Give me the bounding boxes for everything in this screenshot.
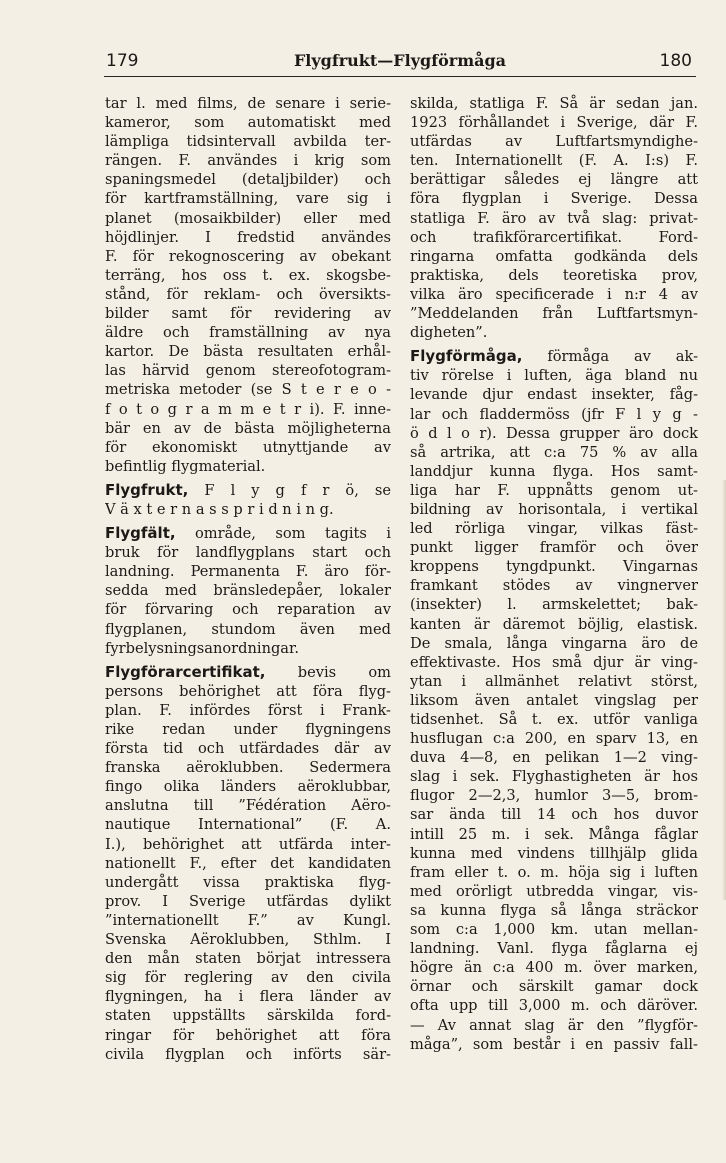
line-text: område, som tagits i: [175, 525, 391, 543]
text-line: [410, 825, 698, 844]
text-line: [105, 911, 391, 930]
line-text: ofta upp till 3,000 m. och däröver.: [410, 997, 698, 1015]
line-text: högre än c:a 400 m. över marken,: [410, 959, 698, 977]
line-text: levande djur endast insekter, fåg-: [410, 386, 698, 404]
line-text: bevis om: [265, 663, 391, 681]
text-line: [410, 228, 698, 247]
text-line: [105, 796, 391, 815]
text-line: [410, 1035, 698, 1054]
line-text: nautique International” (F. A.: [105, 816, 391, 834]
line-text: fram eller t. o. m. höja sig i luften: [410, 863, 698, 881]
text-line: [105, 419, 391, 438]
text-line: [105, 94, 391, 113]
line-text: liga har F. uppnåtts genom ut-: [410, 481, 698, 499]
text-line: [410, 304, 698, 323]
line-text: den mån staten börjat intressera: [105, 950, 391, 968]
line-text: ”internationellt F.” av Kungl.: [105, 911, 391, 929]
line-text: tar l. med films, de senare i serie-: [105, 95, 391, 112]
line-text: bruk för landflygplans start och: [105, 544, 391, 562]
line-text: för kartframställning, vare sig i: [105, 190, 391, 208]
line-text: bilder samt för revidering av: [105, 305, 391, 323]
text-line: [105, 682, 391, 701]
line-text: framkant stödes av vingnerver: [410, 577, 698, 595]
line-text: plan. F. infördes först i Frank-: [105, 701, 391, 719]
line-text: höjdlinjer. I fredstid användes: [105, 228, 391, 246]
line-text: vilka äro specificerade i n:r 4 av: [410, 285, 698, 303]
line-text: intill 25 m. i sek. Många fåglar: [410, 825, 698, 843]
running-header: [104, 50, 696, 77]
entry-headword: Flygfrukt,: [105, 480, 189, 499]
text-line: [410, 653, 698, 672]
line-text: kunna med vindens tillhjälp glida: [410, 844, 698, 862]
line-text: tiv rörelse i luften, äga bland nu: [410, 367, 698, 385]
line-text: ringar för behörighet att föra: [105, 1026, 391, 1044]
text-line: [105, 400, 391, 419]
line-text: landning. Vanl. flyga fåglarna ej: [410, 940, 698, 958]
text-line: [105, 342, 391, 361]
line-text: ”Meddelanden från Luftfartsmyn-: [410, 305, 698, 323]
line-text: skilda, statliga F. Så är sedan jan.: [410, 95, 698, 112]
text-line: [410, 729, 698, 748]
line-text: praktiska, dels teoretiska prov,: [410, 266, 698, 284]
text-line: [410, 209, 698, 228]
text-line: [105, 266, 391, 285]
line-text: förmåga av ak-: [522, 348, 698, 366]
line-text: sedda med bränsledepåer, lokaler: [105, 582, 391, 600]
text-line: [410, 595, 698, 614]
right-page-number: 180: [659, 51, 692, 71]
line-text: terräng, hos oss t. ex. skogsbe-: [105, 266, 391, 284]
text-line: [105, 457, 391, 476]
left-page-number: 179: [106, 51, 139, 71]
text-line: [105, 873, 391, 892]
line-text: f o t o g r a m m e t r i). F. inne-: [105, 400, 391, 418]
line-text: landdjur kunna flyga. Hos samt-: [410, 462, 698, 480]
text-line: [410, 385, 698, 404]
line-text: äldre och framställning av nya: [105, 324, 391, 342]
text-line: [105, 285, 391, 304]
line-text: ringarna omfatta godkända dels: [410, 247, 698, 265]
line-text: (insekter) l. armskelettet; bak-: [410, 596, 698, 614]
line-text: staten uppställts särskilda ford-: [105, 1007, 391, 1025]
text-line: [410, 285, 698, 304]
line-text: sa kunna flyga så långa sträckor: [410, 901, 698, 919]
text-line: [105, 151, 391, 170]
entry-headword: Flygfält,: [105, 524, 176, 543]
line-text: ten. Internationellt (F. A. I:s) F.: [410, 152, 698, 170]
text-line: [410, 767, 698, 786]
line-text: sar ända till 14 och hos duvor: [410, 806, 698, 824]
text-line: [410, 557, 698, 576]
line-text: persons behörighet att föra flyg-: [105, 682, 391, 700]
line-text: bär en av de bästa möjligheterna: [105, 419, 391, 437]
text-line: [410, 977, 698, 996]
text-line: [105, 968, 391, 987]
text-line: [410, 424, 698, 443]
text-line: [410, 323, 698, 342]
text-line: [410, 634, 698, 653]
text-line: [410, 519, 698, 538]
text-line: [410, 538, 698, 557]
entry-headword: Flygförarcertifikat,: [105, 662, 266, 681]
text-line: [410, 462, 698, 481]
text-line: [105, 987, 391, 1006]
line-text: örnar och särskilt gamar dock: [410, 978, 698, 996]
text-line: [105, 720, 391, 739]
line-text: rike redan under flygningens: [105, 721, 391, 738]
text-line: [105, 1026, 391, 1045]
text-line: [410, 996, 698, 1015]
line-text: anslutna till ”Fédération Aëro-: [105, 797, 391, 815]
line-text: stånd, för reklam- och översikts-: [105, 285, 391, 303]
text-line: [105, 323, 391, 342]
line-text: berättigar således ej längre att: [410, 171, 698, 189]
text-line: [410, 805, 698, 824]
line-text: statliga F. äro av två slag: privat-: [410, 209, 698, 227]
line-text: för förvaring och reparation av: [105, 601, 391, 619]
line-text: lar och fladdermöss (jfr F l y g -: [410, 405, 698, 423]
line-text: så artrika, att c:a 75 % av alla: [410, 443, 698, 461]
line-text: och trafikförarcertifikat. Ford-: [410, 228, 698, 246]
text-line: [410, 748, 698, 767]
line-text: utfärdas av Luftfartsmyndighe-: [410, 133, 698, 151]
line-text: med orörligt utbredda vingar, vis-: [410, 882, 698, 900]
text-line: [410, 576, 698, 595]
line-text: las härvid genom stereofotogram-: [105, 362, 391, 380]
text-line: [105, 581, 391, 600]
text-line: [105, 620, 391, 639]
text-line: [410, 615, 698, 634]
text-line: [105, 815, 391, 834]
line-text: I.), behörighet att utfärda inter-: [105, 835, 391, 853]
line-text: lämpliga tidsintervall avbilda ter-: [105, 133, 391, 151]
text-line: [105, 481, 391, 500]
text-line: [105, 113, 391, 132]
text-line: [410, 366, 698, 385]
text-line: [410, 266, 698, 285]
line-text: prov. I Sverige utfärdas dylikt: [105, 892, 391, 910]
line-text: fyrbelysningsanordningar.: [105, 639, 300, 657]
text-line: [410, 481, 698, 500]
line-text: liksom även antalet vingslag per: [410, 691, 698, 709]
text-line: [410, 691, 698, 710]
text-line: [410, 672, 698, 691]
text-line: [105, 380, 391, 399]
running-title: Flygfrukt—Flygförmåga: [293, 51, 507, 70]
line-text: kartor. De bästa resultaten erhål-: [105, 343, 391, 361]
text-line: [105, 758, 391, 777]
text-line: [410, 170, 698, 189]
text-line: [105, 438, 391, 457]
line-text: planet (mosaikbilder) eller med: [105, 209, 391, 227]
text-line: [410, 405, 698, 424]
text-line: [105, 892, 391, 911]
line-text: punkt ligger framför och över: [410, 539, 698, 557]
text-line: [105, 854, 391, 873]
text-line: [105, 639, 391, 658]
text-line: [105, 228, 391, 247]
right-text-column: [410, 94, 698, 1054]
line-text: Svenska Aëroklubben, Sthlm. I: [105, 931, 391, 949]
text-line: [410, 1016, 698, 1035]
line-text: föra flygplan i Sverige. Dessa: [410, 190, 698, 208]
text-line: [105, 524, 391, 543]
line-text: spaningsmedel (detaljbilder) och: [105, 171, 391, 189]
line-text: landning. Permanenta F. äro för-: [105, 563, 391, 581]
line-text: måga”, som består i en passiv fall-: [410, 1035, 698, 1053]
line-text: franska aëroklubben. Sedermera: [105, 759, 391, 777]
text-line: [105, 1045, 391, 1064]
line-text: nationellt F., efter det kandidaten: [105, 854, 391, 872]
text-line: [105, 170, 391, 189]
page-edge-shadow: [722, 480, 726, 900]
text-line: [105, 1006, 391, 1025]
line-text: rängen. F. användes i krig som: [105, 152, 391, 170]
text-line: [410, 247, 698, 266]
line-text: F. för rekognoscering av obekant: [105, 247, 391, 265]
text-line: [105, 543, 391, 562]
text-line: [410, 901, 698, 920]
line-text: kroppens tyngdpunkt. Vingarnas: [410, 558, 698, 576]
text-line: [105, 132, 391, 151]
text-line: [105, 835, 391, 854]
line-text: fingo olika länders aëroklubbar,: [105, 778, 391, 796]
line-text: digheten”.: [410, 324, 488, 342]
text-line: [410, 151, 698, 170]
line-text: duva 4—8, en pelikan 1—2 ving-: [410, 749, 698, 767]
text-line: [410, 882, 698, 901]
line-text: sig för reglering av den civila: [105, 969, 391, 987]
text-line: [410, 958, 698, 977]
left-text-column: [105, 94, 391, 1064]
line-text: kameror, som automatiskt med: [105, 114, 391, 132]
entry-headword: Flygförmåga,: [410, 347, 523, 366]
line-text: 1923 förhållandet i Sverige, där F.: [410, 114, 698, 132]
line-text: som c:a 1,000 km. utan mellan-: [410, 921, 698, 939]
line-text: bildning av horisontala, i vertikal: [410, 500, 698, 518]
line-text: civila flygplan och införts sär-: [105, 1045, 391, 1063]
line-text: husflugan c:a 200, en sparv 13, en: [410, 730, 698, 748]
line-text: slag i sek. Flyghastigheten är hos: [410, 768, 698, 786]
line-text: ytan i allmänhet relativt störst,: [410, 672, 698, 690]
line-text: befintlig flygmaterial.: [105, 457, 266, 475]
text-line: [410, 863, 698, 882]
text-line: [105, 600, 391, 619]
text-line: [410, 844, 698, 863]
text-line: [105, 701, 391, 720]
text-line: [410, 189, 698, 208]
text-line: [105, 209, 391, 228]
line-text: F l y g f r ö, se: [188, 481, 391, 499]
line-text: metriska metoder (se S t e r e o -: [105, 381, 391, 399]
text-line: [105, 247, 391, 266]
text-line: [410, 939, 698, 958]
line-text: effektivaste. Hos små djur är ving-: [410, 653, 698, 671]
line-text: flygningen, ha i flera länder av: [105, 988, 391, 1006]
line-text: ö d l o r). Dessa grupper äro dock: [410, 424, 698, 442]
text-line: [410, 920, 698, 939]
line-text: V ä x t e r n a s s p r i d n i n g.: [105, 500, 334, 518]
text-line: [410, 443, 698, 462]
line-text: kanten är däremot böjlig, elastisk.: [410, 615, 698, 633]
text-line: [105, 562, 391, 581]
text-line: [105, 949, 391, 968]
line-text: undergått vissa praktiska flyg-: [105, 873, 391, 891]
text-line: [410, 113, 698, 132]
text-line: [410, 132, 698, 151]
line-text: led rörliga vingar, vilkas fäst-: [410, 520, 698, 538]
line-text: — Av annat slag är den ”flygför-: [410, 1016, 698, 1034]
text-line: [105, 361, 391, 380]
text-line: [105, 304, 391, 323]
text-line: [410, 94, 698, 113]
line-text: De smala, långa vingarna äro de: [410, 634, 698, 652]
line-text: flygplanen, stundom även med: [105, 620, 391, 638]
line-text: flugor 2—2,3, humlor 3—5, brom-: [410, 787, 698, 805]
text-line: [105, 189, 391, 208]
text-line: [410, 786, 698, 805]
text-line: [105, 739, 391, 758]
line-text: första tid och utfärdades där av: [105, 740, 391, 758]
text-line: [410, 500, 698, 519]
text-line: [105, 500, 391, 519]
text-line: [410, 347, 698, 366]
text-line: [105, 777, 391, 796]
text-line: [105, 930, 391, 949]
line-text: tidsenhet. Så t. ex. utför vanliga: [410, 711, 698, 728]
text-line: [410, 710, 698, 729]
line-text: för ekonomiskt utnyttjande av: [105, 438, 391, 456]
text-line: [105, 663, 391, 682]
